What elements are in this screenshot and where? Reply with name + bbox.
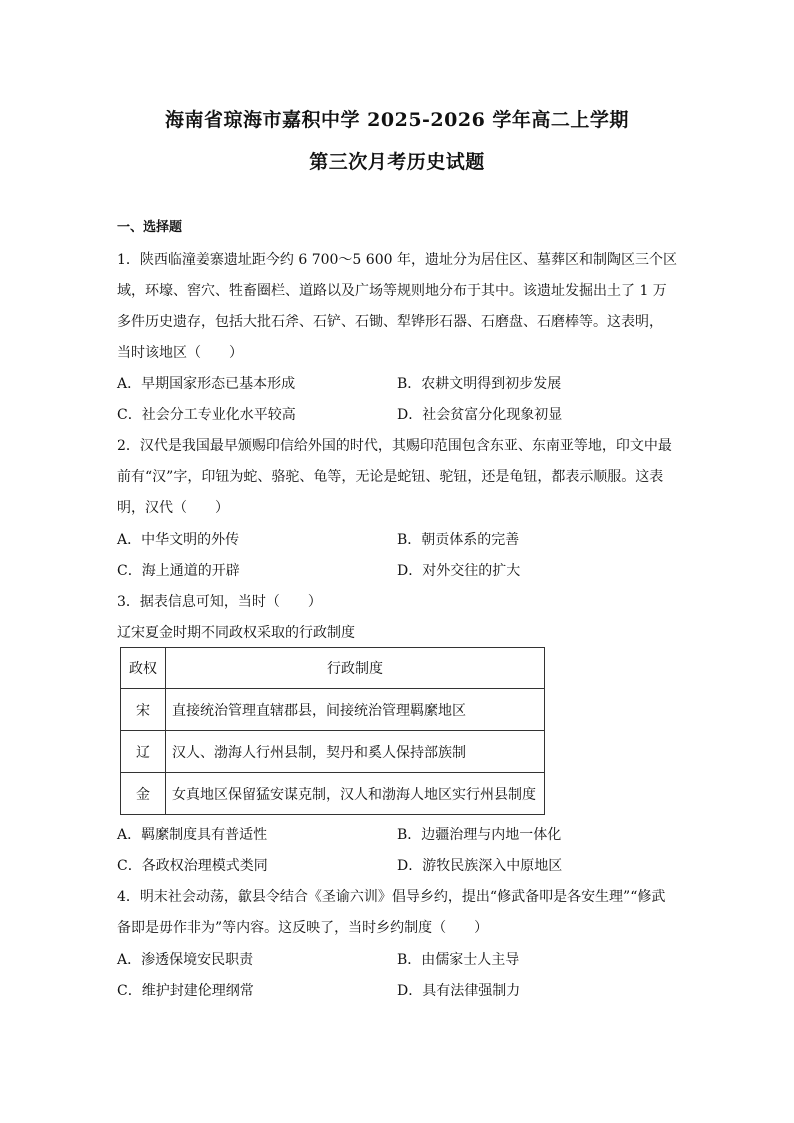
q4-stem-line: 备即是毋作非为”等内容。这反映了，当时乡约制度（ ） (117, 920, 489, 936)
q1-option-a: A．早期国家形态已基本形成 (117, 376, 296, 392)
table-header-cell: 行政制度 (166, 648, 545, 689)
q1-stem-line: 多件历史遗存，包括大批石斧、石铲、石锄、犁铧形石器、石磨盘、石磨棒等。这表明， (117, 314, 663, 330)
q2-stem-line: 前有“汉”字，印钮为蛇、骆驼、龟等，无论是蛇钮、驼钮，还是龟钮，都表示顺服。这表 (117, 469, 664, 485)
q2-option-d: D．对外交往的扩大 (397, 563, 521, 579)
q4-option-a: A．渗透保境安民职责 (117, 952, 254, 968)
table-header-cell: 政权 (121, 648, 166, 689)
section-heading: 一、选择题 (117, 220, 183, 235)
q2-stem-line: 明，汉代（ ） (117, 500, 229, 516)
q1-stem-line: 1．陕西临潼姜寨遗址距今约 6 700～5 600 年，遗址分为居住区、墓葬区和制陶区三个区 (117, 252, 677, 268)
q1-stem-line: 当时该地区（ ） (117, 345, 243, 361)
page-title-line-1: 海南省琼海市嘉积中学 2025-2026 学年高二上学期 (165, 109, 629, 131)
q4-option-c: C．维护封建伦理纲常 (117, 983, 254, 999)
table-cell-regime: 宋 (121, 689, 166, 731)
table-row (121, 689, 545, 731)
policy-table (120, 647, 545, 815)
table-cell-regime: 金 (121, 773, 166, 815)
q3-option-d: D．游牧民族深入中原地区 (397, 858, 563, 874)
table-row (121, 731, 545, 773)
q2-option-a: A．中华文明的外传 (117, 532, 240, 548)
table-cell-system: 女真地区保留猛安谋克制，汉人和渤海人地区实行州县制度 (166, 773, 545, 815)
q4-stem-line: 4．明末社会动荡，歙县令结合《圣谕六训》倡导乡约，提出“修武备叩是各安生理”“修武 (117, 889, 666, 905)
q1-stem-line: 域，环壕、窖穴、牲畜圈栏、道路以及广场等规则地分布于其中。该遗址发掘出土了 1 万 (117, 283, 667, 299)
q3-option-c: C．各政权治理模式类同 (117, 858, 268, 874)
q3-stem: 3．据表信息可知，当时（ ） (117, 594, 322, 610)
page-title-line-2: 第三次月考历史试题 (309, 151, 485, 173)
q3-option-b: B．边疆治理与内地一体化 (397, 827, 562, 843)
q2-stem-line: 2．汉代是我国最早颁赐印信给外国的时代，其赐印范围包含东亚、东南亚等地，印文中最 (117, 438, 672, 454)
q1-option-d: D．社会贫富分化现象初显 (397, 407, 563, 423)
table-header-row (121, 648, 545, 689)
q3-table-caption: 辽宋夏金时期不同政权采取的行政制度 (117, 625, 355, 641)
table-cell-system: 直接统治管理直辖郡县，间接统治管理羁縻地区 (166, 689, 545, 731)
q2-option-c: C．海上通道的开辟 (117, 563, 240, 579)
table-cell-regime: 辽 (121, 731, 166, 773)
q2-option-b: B．朝贡体系的完善 (397, 532, 520, 548)
table-row (121, 773, 545, 815)
q1-option-b: B．农耕文明得到初步发展 (397, 376, 562, 392)
q4-option-d: D．具有法律强制力 (397, 983, 521, 999)
q1-option-c: C．社会分工专业化水平较高 (117, 407, 296, 423)
q4-option-b: B．由儒家士人主导 (397, 952, 520, 968)
q3-option-a: A．羁縻制度具有普适性 (117, 827, 268, 843)
table-cell-system: 汉人、渤海人行州县制，契丹和奚人保持部族制 (166, 731, 545, 773)
